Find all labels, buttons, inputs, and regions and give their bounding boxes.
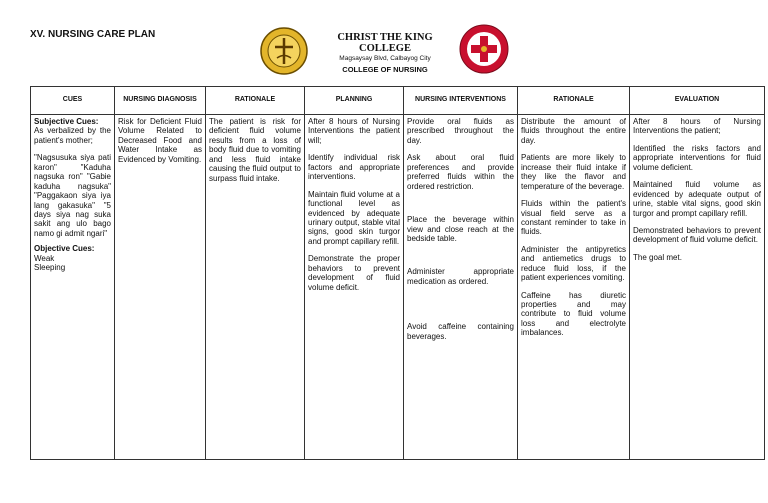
header-interventions: NURSING INTERVENTIONS: [404, 87, 518, 115]
planning-item: Demonstrate the proper behaviors to prevent development of fluid volume deficit.: [308, 254, 400, 292]
header-evaluation: EVALUATION: [630, 87, 765, 115]
planning-cell: [305, 115, 404, 460]
evaluation-item: Identified the risks factors and appropriate interventions for fluid volume deficient.: [633, 143, 761, 172]
document-title: XV. NURSING CARE PLAN: [30, 29, 156, 40]
evaluation-item: After 8 hours of Nursing Interventions the patient;: [633, 117, 761, 136]
college-header: [260, 24, 510, 80]
planning-item: Maintain fluid volume at a functional level as evidenced by adequate urinary output, stable vital signs, good skin turgor and prompt capillary refill.: [308, 189, 400, 246]
intervention-item: Place the beverage within view and close reach at the bedside table.: [407, 215, 514, 243]
subjective-quotes: "Nagsusuka siya pati karon" "Kaduha nagsuka ron" "Gabie kaduha nagsuka" "Paggakaon siya iya lang gakasuka" "5 days siya nag suka sakit ang ulo bago namo gi admit ngari": [34, 153, 111, 238]
intervention-item: Ask about oral fluid preferences and provide preferred fluids within the ordered restriction.: [407, 153, 514, 191]
college-address: Magsaysay Blvd, Calbayog City: [339, 55, 431, 62]
evaluation-item: Maintained fluid volume as evidenced by adequate output of urine, stable vital signs, good skin turgor and prompt capillary refill.: [633, 180, 761, 218]
intervention-item: Provide oral fluids as prescribed throughout the day.: [407, 117, 514, 145]
interventions-cell: [404, 115, 518, 460]
table-row: [31, 115, 765, 460]
rationale-item: Caffeine has diuretic properties and may contribute to fluid volume loss and electrolyte imbalances.: [521, 290, 626, 338]
nursing-care-plan-table: [30, 86, 765, 460]
header-cues: CUES: [31, 87, 115, 115]
rationale-item: Patients are more likely to increase their fluid intake if they like the flavor and temperature of the beverage.: [521, 153, 626, 191]
planning-item: After 8 hours of Nursing Interventions the patient will;: [308, 117, 400, 145]
evaluation-item: Demonstrated behaviors to prevent development of fluid volume deficit.: [633, 225, 761, 245]
table-header-row: [31, 87, 765, 115]
objective-cues-label: Objective Cues:: [34, 244, 95, 254]
header-rationale-2: RATIONALE: [518, 87, 630, 115]
header-rationale: RATIONALE: [206, 87, 305, 115]
college-info: [318, 32, 452, 74]
objective-cue: Weak: [34, 253, 55, 263]
evaluation-cell: [630, 115, 765, 460]
diagnosis-cell: Risk for Deficient Fluid Volume Related to Decreased Food and Water Intake as Evidenced by Vomiting.: [115, 115, 206, 460]
rationale-item: Fluids within the patient's visual field serve as a constant reminder to take in fluids.: [521, 199, 626, 237]
planning-item: Identify individual risk factors and appropriate interventions.: [308, 153, 400, 182]
college-department: COLLEGE OF NURSING: [342, 65, 428, 74]
intervention-item: Administer appropriate medication as ordered.: [407, 267, 514, 286]
rationale-item: Distribute the amount of fluids throughout the entire day.: [521, 117, 626, 145]
college-seal-icon: [260, 27, 308, 75]
rationale-cell: The patient is risk for deficient fluid volume results from a loss of body fluid due to vomiting and less fluid intake causing the fluid output to surpass fluid intake.: [206, 115, 305, 460]
subjective-cues-label: Subjective Cues:: [34, 117, 99, 126]
rationale-item: Administer the antipyretics and antiemetics drugs to reduce fluid loss, if the patient experiences vomiting.: [521, 244, 626, 283]
college-name: CHRIST THE KING COLLEGE: [337, 32, 433, 54]
cues-cell: [31, 115, 115, 460]
header-diagnosis: NURSING DIAGNOSIS: [115, 87, 206, 115]
header-planning: PLANNING: [305, 87, 404, 115]
subjective-intro: As verbalized by the patient's mother;: [34, 126, 111, 145]
evaluation-item: The goal met.: [633, 252, 682, 262]
nursing-seal-icon: [459, 24, 509, 74]
objective-cue: Sleeping: [34, 263, 66, 273]
intervention-item: Avoid caffeine containing beverages.: [407, 322, 514, 341]
rationale-2-cell: [518, 115, 630, 460]
